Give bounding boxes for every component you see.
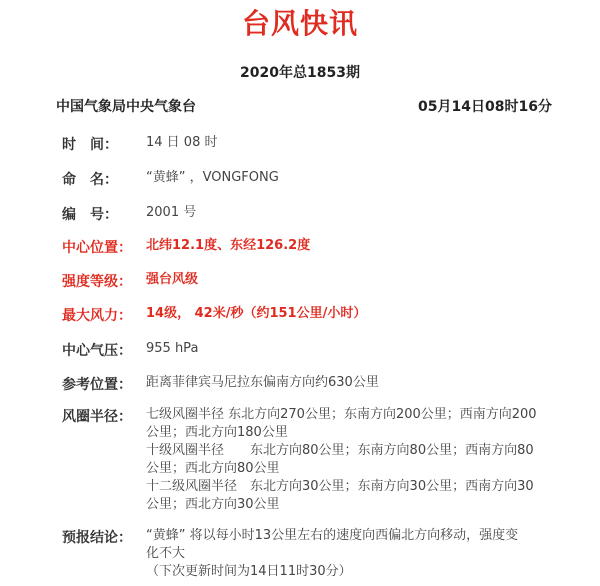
field-value: 14 日 08 时 [146, 135, 218, 150]
wind-radius-line: 十二级风圈半径 东北方向30公里；东南方向30公里；西南方向30 [146, 479, 534, 494]
field-label: 时 间： [62, 137, 118, 153]
field-label: 强度等级： [62, 274, 132, 290]
forecast-update-note: （下次更新时间为14日11时30分） [146, 564, 352, 579]
page-title: 台风快讯 [241, 7, 358, 40]
field-label: 命 名： [62, 172, 118, 188]
wind-radius-line: 公里；西北方向30公里 [146, 497, 280, 512]
forecast-line: “黄蜂” 将以每小时13公里左右的速度向西偏北方向移动，强度变 [146, 528, 519, 543]
issue-time: 05月14日08时16分 [418, 99, 552, 115]
agency-name: 中国气象局中央气象台 [56, 99, 196, 115]
issue-number: 2020年总1853期 [240, 65, 360, 81]
forecast-line: 化不大 [146, 546, 186, 561]
field-value [146, 527, 556, 581]
field-label: 最大风力： [62, 308, 132, 324]
field-value: 北纬12.1度、东经126.2度 [146, 238, 311, 253]
field-label: 风圈半径： [62, 409, 132, 425]
field-label: 中心气压： [62, 343, 132, 359]
field-value: 2001 号 [146, 205, 197, 220]
field-value: 14级， 42米/秒（约151公里/小时） [146, 306, 367, 321]
field-label: 参考位置： [62, 377, 132, 393]
field-label: 预报结论： [62, 530, 132, 546]
wind-radius-line: 十级风圈半径 东北方向80公里；东南方向80公里；西南方向80 [146, 443, 534, 458]
field-label: 编 号： [62, 207, 118, 223]
field-value: “黄蜂” ，VONGFONG [146, 170, 279, 185]
field-value: 955 hPa [146, 341, 199, 356]
field-value: 距离菲律宾马尼拉东偏南方向约630公里 [146, 375, 379, 390]
wind-radius-line: 七级风圈半径 东北方向270公里；东南方向200公里；西南方向200 [146, 407, 537, 422]
field-value [146, 406, 556, 514]
wind-radius-line: 公里；西北方向180公里 [146, 425, 288, 440]
wind-radius-line: 公里；西北方向80公里 [146, 461, 280, 476]
field-value: 强台风级 [146, 272, 199, 287]
field-label: 中心位置： [62, 240, 132, 256]
